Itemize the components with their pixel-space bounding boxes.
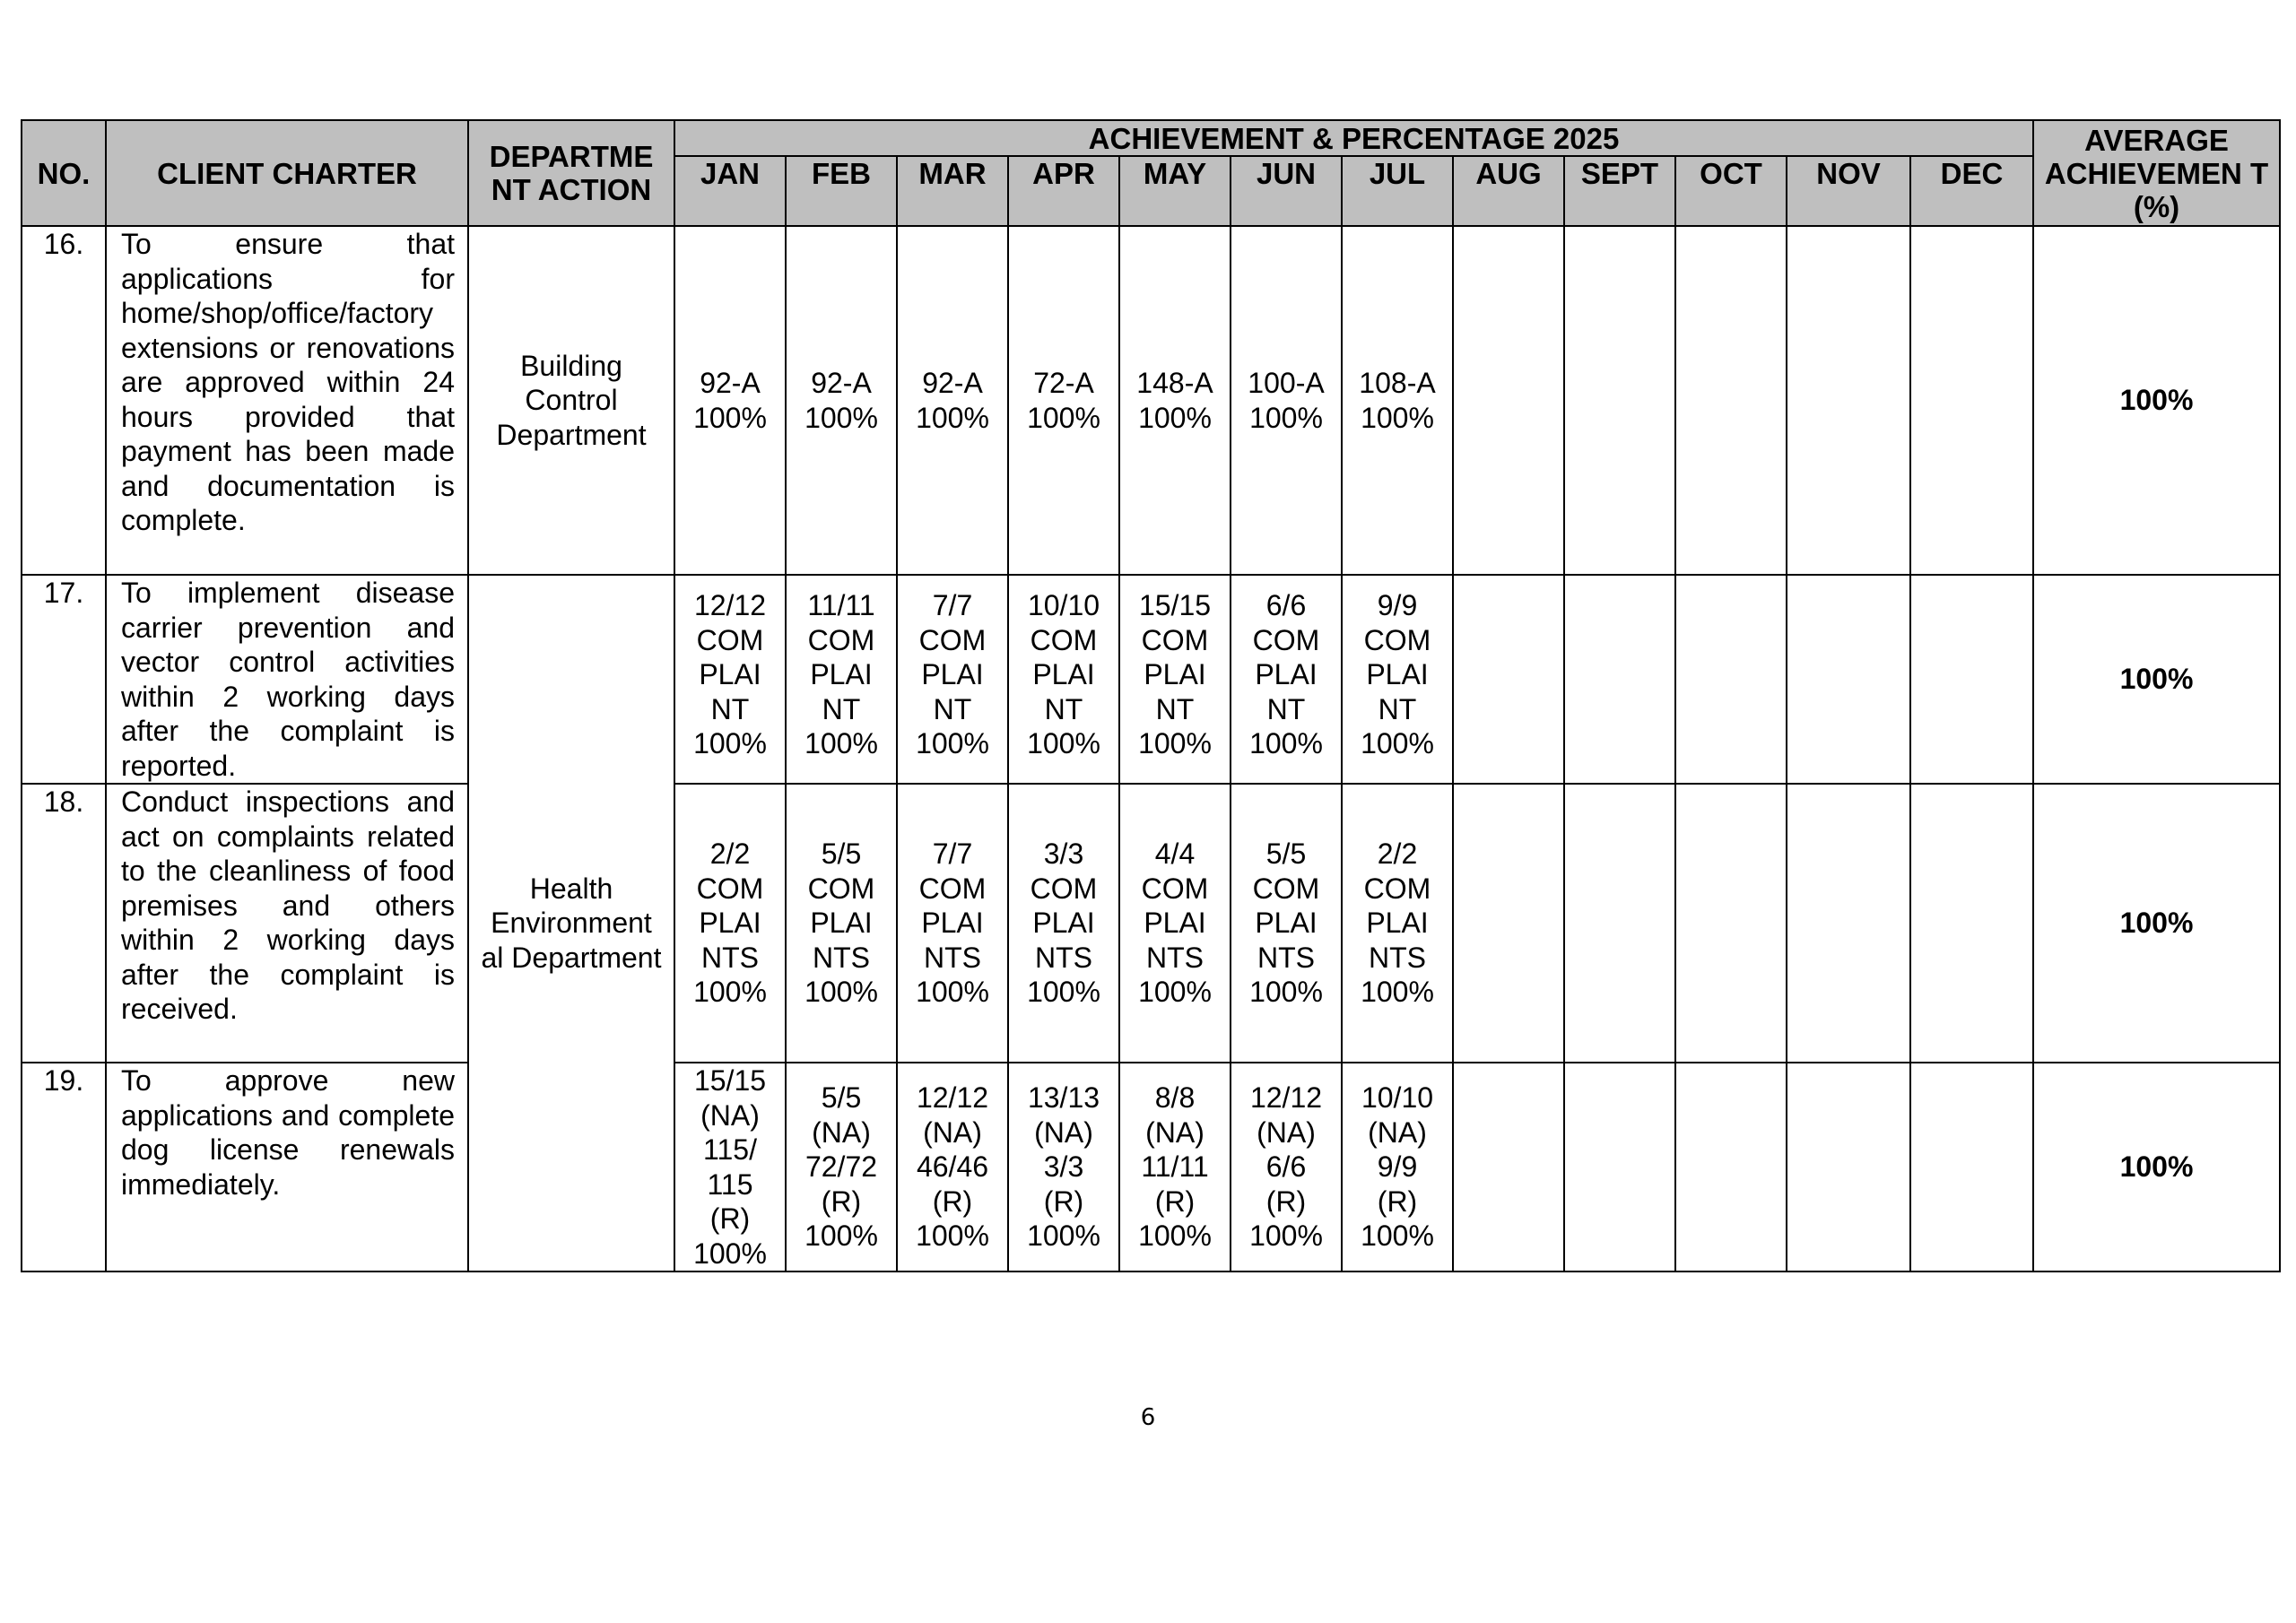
month-cell: 3/3 COM PLAI NTS 100%: [1008, 784, 1119, 1063]
month-cell: [1675, 575, 1787, 784]
month-cell: 2/2 COM PLAI NTS 100%: [1342, 784, 1453, 1063]
client-charter-text: To implement disease carrier prevention and vector control activities within 2 working days after the complaint is reported.: [106, 575, 468, 784]
month-cell: 2/2 COM PLAI NTS 100%: [674, 784, 786, 1063]
month-cell: 5/5 (NA) 72/72 (R) 100%: [786, 1063, 897, 1271]
month-cell: [1453, 575, 1564, 784]
month-cell: 8/8 (NA) 11/11 (R) 100%: [1119, 1063, 1231, 1271]
table-row: [22, 575, 2280, 784]
month-cell: [1453, 1063, 1564, 1271]
row-number: 17.: [22, 575, 106, 784]
month-cell: [1453, 226, 1564, 575]
month-cell: [1564, 226, 1675, 575]
month-cell: [1564, 575, 1675, 784]
header-month-dec: DEC: [1910, 156, 2033, 226]
month-cell: 9/9 COM PLAI NT 100%: [1342, 575, 1453, 784]
average-achievement: 100%: [2033, 784, 2280, 1063]
month-cell: 148-A 100%: [1119, 226, 1231, 575]
table-row: [22, 226, 2280, 575]
month-cell: 72-A 100%: [1008, 226, 1119, 575]
header-no: NO.: [22, 120, 106, 226]
month-cell: [1675, 226, 1787, 575]
page-number: 6: [1140, 1404, 1156, 1431]
month-cell: [1675, 1063, 1787, 1271]
month-cell: 5/5 COM PLAI NTS 100%: [1231, 784, 1342, 1063]
month-cell: 12/12 COM PLAI NT 100%: [674, 575, 786, 784]
row-number: 16.: [22, 226, 106, 575]
header-month-jun: JUN: [1231, 156, 1342, 226]
month-cell: [1910, 1063, 2033, 1271]
department-building-control: Building Control Department: [468, 226, 674, 575]
month-cell: 10/10 COM PLAI NT 100%: [1008, 575, 1119, 784]
header-month-nov: NOV: [1787, 156, 1910, 226]
month-cell: 108-A 100%: [1342, 226, 1453, 575]
month-cell: 7/7 COM PLAI NTS 100%: [897, 784, 1008, 1063]
month-cell: [1564, 1063, 1675, 1271]
header-month-jan: JAN: [674, 156, 786, 226]
month-cell: 5/5 COM PLAI NTS 100%: [786, 784, 897, 1063]
table-body: [22, 226, 2280, 1271]
month-cell: 12/12 (NA) 46/46 (R) 100%: [897, 1063, 1008, 1271]
month-cell: [1910, 226, 2033, 575]
department-health-environmental: Health Environment al Department: [468, 575, 674, 1271]
month-cell: [1787, 1063, 1910, 1271]
month-cell: 92-A 100%: [897, 226, 1008, 575]
average-achievement: 100%: [2033, 575, 2280, 784]
month-cell: 100-A 100%: [1231, 226, 1342, 575]
month-cell: 12/12 (NA) 6/6 (R) 100%: [1231, 1063, 1342, 1271]
table-header: [22, 120, 2280, 226]
header-month-apr: APR: [1008, 156, 1119, 226]
client-charter-text: To ensure that applications for home/shop/office/factory extensions or renovations are approved within 24 hours provided that payment has been made and documentation is complete.: [106, 226, 468, 575]
header-month-feb: FEB: [786, 156, 897, 226]
row-number: 18.: [22, 784, 106, 1063]
month-cell: 13/13 (NA) 3/3 (R) 100%: [1008, 1063, 1119, 1271]
average-achievement: 100%: [2033, 226, 2280, 575]
month-cell: 15/15 (NA) 115/ 115 (R) 100%: [674, 1063, 786, 1271]
month-cell: [1564, 784, 1675, 1063]
month-cell: [1675, 784, 1787, 1063]
header-month-may: MAY: [1119, 156, 1231, 226]
header-client-charter: CLIENT CHARTER: [106, 120, 468, 226]
month-cell: [1787, 575, 1910, 784]
month-cell: 15/15 COM PLAI NT 100%: [1119, 575, 1231, 784]
header-month-jul: JUL: [1342, 156, 1453, 226]
month-cell: 7/7 COM PLAI NT 100%: [897, 575, 1008, 784]
header-month-mar: MAR: [897, 156, 1008, 226]
month-cell: [1787, 784, 1910, 1063]
month-cell: 10/10 (NA) 9/9 (R) 100%: [1342, 1063, 1453, 1271]
month-cell: 92-A 100%: [786, 226, 897, 575]
header-month-oct: OCT: [1675, 156, 1787, 226]
header-department-action: DEPARTME NT ACTION: [468, 120, 674, 226]
month-cell: [1453, 784, 1564, 1063]
month-cell: 92-A 100%: [674, 226, 786, 575]
month-cell: [1910, 575, 2033, 784]
client-charter-text: To approve new applications and complete dog license renewals immediately.: [106, 1063, 468, 1271]
table-row: [22, 1063, 2280, 1271]
average-achievement: 100%: [2033, 1063, 2280, 1271]
table-row: [22, 784, 2280, 1063]
header-average-achievement: AVERAGE ACHIEVEMEN T (%): [2033, 120, 2280, 226]
header-month-aug: AUG: [1453, 156, 1564, 226]
client-charter-text: Conduct inspections and act on complaints related to the cleanliness of food premises and others within 2 working days after the complaint is received.: [106, 784, 468, 1063]
header-month-sept: SEPT: [1564, 156, 1675, 226]
month-cell: 6/6 COM PLAI NT 100%: [1231, 575, 1342, 784]
month-cell: [1910, 784, 2033, 1063]
client-charter-table: [21, 119, 2281, 1272]
month-cell: [1787, 226, 1910, 575]
header-achievement-title: ACHIEVEMENT & PERCENTAGE 2025: [674, 120, 2033, 156]
row-number: 19.: [22, 1063, 106, 1271]
month-cell: 11/11 COM PLAI NT 100%: [786, 575, 897, 784]
header-row-1: [22, 120, 2280, 156]
month-cell: 4/4 COM PLAI NTS 100%: [1119, 784, 1231, 1063]
